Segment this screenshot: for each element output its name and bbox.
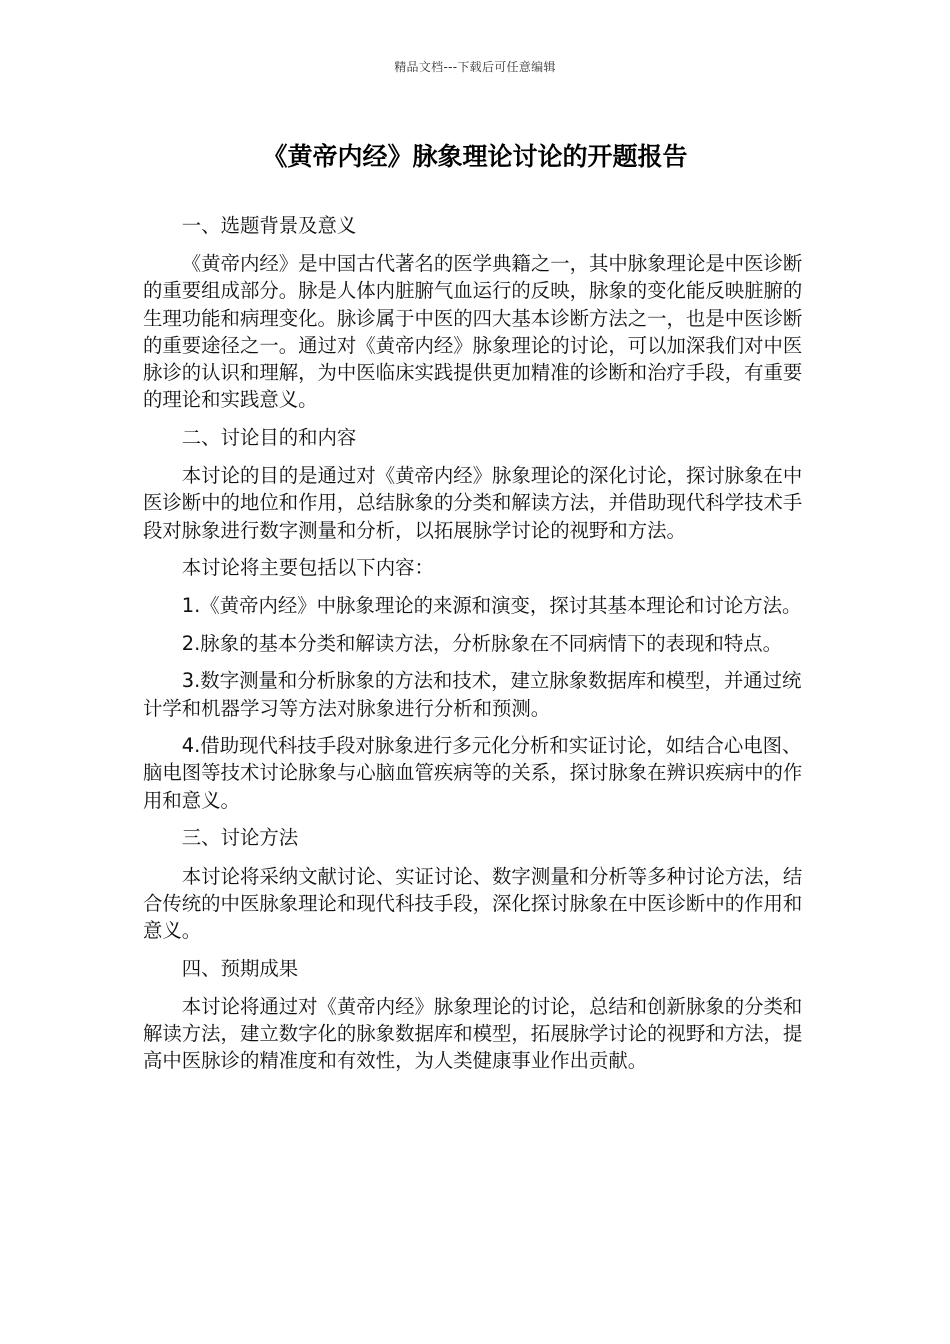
list-item-content-1: 1.《黄帝内经》中脉象理论的来源和演变，探讨其基本理论和讨论方法。 — [181, 593, 802, 617]
section-heading-methods: 三、讨论方法 — [181, 826, 299, 850]
section-heading-purpose: 二、讨论目的和内容 — [181, 425, 357, 449]
paragraph-background: 《黄帝内经》是中国古代著名的医学典籍之一，其中脉象理论是中医诊断的重要组成部分。脉是人体内脏腑气血运行的反映，脉象的变化能反映脏腑的生理功能和病理变化。脉诊属于中医的四大基本诊断方法之一，也是中医诊断的重要途径之一。通过对《黄帝内经》脉象理论的讨论，可以加深我们对中医脉诊的认识和理解，为中医临床实践提供更加精准的诊断和治疗手段，有重要的理论和实践意义。 — [143, 252, 803, 412]
paragraph-methods: 本讨论将采纳文献讨论、实证讨论、数字测量和分析等多种讨论方法，结合传统的中医脉象理论和现代科技手段，深化探讨脉象在中医诊断中的作用和意义。 — [143, 864, 803, 942]
paragraph-purpose: 本讨论的目的是通过对《黄帝内经》脉象理论的深化讨论，探讨脉象在中医诊断中的地位和作用，总结脉象的分类和解读方法，并借助现代科学技术手段对脉象进行数字测量和分析，以拓展脉学讨论的视野和方法。 — [143, 464, 803, 542]
section-heading-outcomes: 四、预期成果 — [181, 956, 299, 980]
paragraph-outcomes: 本讨论将通过对《黄帝内经》脉象理论的讨论，总结和创新脉象的分类和解读方法，建立数字化的脉象数据库和模型，拓展脉学讨论的视野和方法，提高中医脉诊的精准度和有效性，为人类健康事业作出贡献。 — [143, 994, 803, 1073]
paragraph-content-intro: 本讨论将主要包括以下内容： — [181, 556, 434, 580]
list-item-content-3: 3.数字测量和分析脉象的方法和技术，建立脉象数据库和模型，并通过统计学和机器学习等方法对脉象进行分析和预测。 — [143, 669, 802, 720]
section-heading-background: 一、选题背景及意义 — [181, 214, 357, 237]
document-body — [143, 212, 811, 1085]
page-header-watermark: 精品文档---下载后可任意编辑 — [394, 60, 556, 74]
list-item-content-4: 4.借助现代科技手段对脉象进行多元化分析和实证讨论，如结合心电图、脑电图等技术讨论脉象与心脑血管疾病等的关系，探讨脉象在辨识疾病中的作用和意义。 — [143, 734, 803, 812]
document-title: 《黄帝内经》脉象理论讨论的开题报告 — [262, 142, 688, 171]
list-item-content-2: 2.脉象的基本分类和解读方法，分析脉象在不同病情下的表现和特点。 — [181, 631, 783, 655]
